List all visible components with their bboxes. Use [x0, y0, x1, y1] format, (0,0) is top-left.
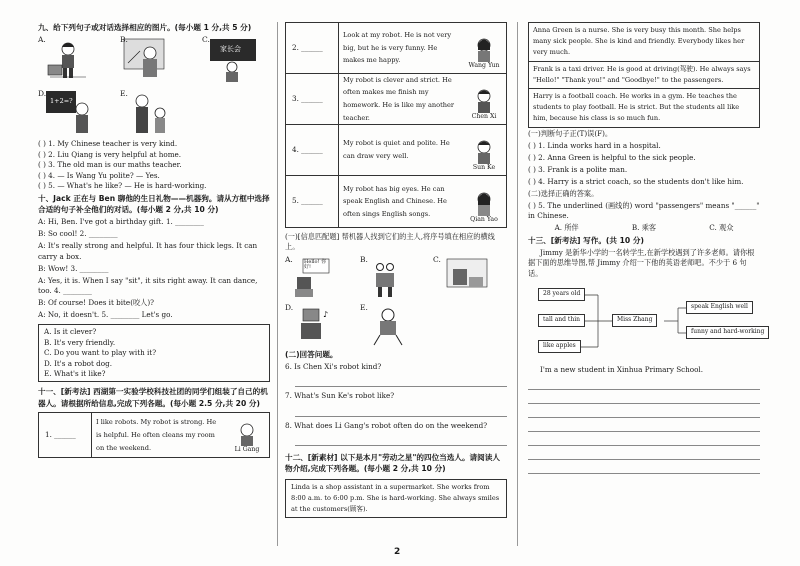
- q11-heading: 十一、[新考法] 西湖第一实验学校科技社团的同学们组装了自己的机器人。请根据所给信息,完成下列各题。(每小题 2.5 分,共 20 分): [38, 387, 268, 408]
- robot-d: D. ♪: [285, 303, 345, 347]
- picture-e: E.: [120, 89, 180, 137]
- q12-heading: 十二、[新素材] 以下是本月"劳动之星"的四位当选人。请阅读人物介绍,完成下列各题。(每小题 2 分,共 10 分): [285, 453, 500, 474]
- dialogue-line: A: No, it doesn't. 5. ________ Let's go.: [38, 309, 173, 319]
- q9-item: ( ) 2. Liu Qiang is very helpful at home.: [38, 149, 182, 159]
- teacher-robot-icon: [433, 255, 493, 299]
- q12-part2-heading: (二)选择正确的答案。: [528, 188, 599, 198]
- node-personality: funny and hard-working: [686, 326, 769, 339]
- robot-row: 5. ______ My robot has big eyes. He can speak English and Chinese. He often sings English songs. Qian Yao: [286, 176, 506, 227]
- tf-item: ( ) 4. Harry is a strict coach, so the students don't like him.: [528, 176, 744, 186]
- blackboard-icon: [202, 35, 262, 83]
- chen-xi-icon: [473, 87, 495, 113]
- passage-linda: Linda is a shop assistant in a supermarket. She works from 8:00 a.m. to 6:00 p.m. She is hard-working. She always smiles at the customers(顾客).: [285, 479, 507, 519]
- node-likes: like apples: [538, 340, 581, 353]
- robot-e: E.: [360, 303, 420, 347]
- man-and-child-icon: [120, 89, 180, 137]
- q11-part1-heading: (一)[信息匹配题] 帮机器人找到它们的主人,将序号填在相应的横线上。: [285, 232, 495, 252]
- robot-rows-box: [285, 22, 507, 228]
- q9-item: ( ) 4. — Is Wang Yu polite? — Yes.: [38, 170, 160, 180]
- qian-yao-icon: [473, 190, 495, 216]
- robot-c: C.: [433, 255, 493, 299]
- question-8: 8. What does Li Gang's robot often do on the weekend?: [285, 420, 488, 430]
- column-left: [38, 22, 270, 458]
- option-c: C. 观众: [709, 223, 734, 233]
- passage-anna: Anna Green is a nurse. She is very busy this month. She helps many sick people. She is kind and friendly. Everybody likes her very much.: [529, 23, 759, 62]
- option: B. It's very friendly.: [44, 337, 116, 347]
- robot-row: 2. ______ Look at my robot. He is not very big, but he is very funny. He makes me happy. Wang Yun: [286, 23, 506, 74]
- node-appearance: tall and thin: [538, 314, 585, 327]
- robot-row: 3. ______ My robot is clever and strict. He often makes me finish my homework. He is like my another teacher. Chen Xi: [286, 74, 506, 125]
- start-sentence: I'm a new student in Xinhua Primary School.: [540, 365, 704, 375]
- q10-dialogue: [38, 217, 270, 320]
- q9-item: ( ) 1. My Chinese teacher is very kind.: [38, 139, 178, 149]
- passages-box: [528, 22, 760, 128]
- picture-c: C. 家长会: [202, 35, 262, 83]
- dialogue-line: A: Yes, it is. When I say "sit", it sits right away. It can dance, too. 4. ________: [38, 275, 258, 295]
- picture-b: B.: [120, 35, 174, 83]
- answer-line[interactable]: [295, 376, 507, 387]
- answer-line[interactable]: [295, 406, 507, 417]
- q10-options-box: [38, 324, 270, 382]
- q11-part2-heading: (二)回答问题。: [285, 349, 338, 359]
- robot-row-1-box: [38, 412, 270, 458]
- q9-items: [38, 139, 270, 191]
- column-divider: [517, 22, 518, 546]
- passage-frank: Frank is a taxi driver. He is good at driving(驾驶). He always says "Hello!" "Thank you!" and "Goodbye!" to the passengers.: [529, 62, 759, 89]
- sun-ke-icon: [473, 138, 495, 164]
- dialogue-line: B: Wow! 3. ________: [38, 263, 109, 273]
- dialogue-line: A: It's really strong and helpful. It has four thick legs. It can carry a box.: [38, 241, 258, 261]
- column-divider: [277, 22, 278, 546]
- question-6: 6. Is Chen Xi's robot kind?: [285, 361, 382, 371]
- q9-pictures: [38, 33, 270, 139]
- svg-text:♪: ♪: [323, 309, 329, 319]
- robot-row: 4. ______ My robot is quiet and polite. He can draw very well. Sun Ke: [286, 125, 506, 176]
- picture-a: A.: [38, 35, 92, 83]
- option-b: B. 乘客: [631, 223, 657, 233]
- q9-item: ( ) 5. — What's he like? — He is hard-working.: [38, 181, 207, 191]
- dialogue-line: A: Hi, Ben. I've got a birthday gift. 1. ________: [38, 217, 204, 227]
- tf-item: ( ) 3. Frank is a polite man.: [528, 164, 628, 174]
- column-middle: [285, 22, 507, 522]
- mind-map: [528, 283, 765, 361]
- column-right: [528, 22, 765, 474]
- choice-options: [528, 223, 760, 233]
- q12-part1-heading: (一)判断句子正(T)误(F)。: [528, 129, 613, 139]
- option: D. It's a robot dog.: [44, 358, 113, 368]
- tf-item: ( ) 1. Linda works hard in a hospital.: [528, 141, 661, 151]
- singing-robot-icon: [285, 303, 345, 347]
- writing-lines[interactable]: [528, 376, 760, 474]
- robot-b: B.: [360, 255, 410, 299]
- answer-line[interactable]: [295, 435, 507, 446]
- picture-d: D. 1+2=?: [38, 89, 98, 137]
- old-teacher-icon: [120, 35, 174, 83]
- q9-heading: 九、给下列句子或对话选择相应的图片。(每小题 1 分,共 5 分): [38, 23, 252, 32]
- dialogue-line: B: Of course! Does it bite(咬人)?: [38, 297, 155, 307]
- q10-heading: 十、Jack 正在与 Ben 聊他的生日礼物——机器狗。请从方框中选择合适的句子补全他们的对话。(每小题 2 分,共 10 分): [38, 194, 270, 215]
- li-gang-icon: [236, 422, 258, 446]
- robot-row: 1. ______ I like robots. My robot is strong. He is helpful. He often cleans my room on the weekend. Li Gang: [39, 413, 269, 457]
- dialogue-line: B: So cool! 2. ________: [38, 229, 118, 239]
- boy-sweeping-icon: [38, 35, 92, 83]
- q13-prompt: Jimmy 是新华小学的一名转学生,在新学校遇到了许多老师。请你根据下面的思维导图,帮 Jimmy 介绍一下他的英语老师吧。不少于 6 句话。: [528, 247, 755, 278]
- node-age: 28 years old: [538, 288, 585, 301]
- option: E. What's it like?: [44, 369, 106, 379]
- node-center: Miss Zhang: [612, 314, 657, 327]
- q13-heading: 十三、[新考法] 写作。(共 10 分): [528, 236, 644, 246]
- tf-item: ( ) 2. Anna Green is helpful to the sick people.: [528, 153, 696, 162]
- robot-a: A. Hello! 你好!: [285, 255, 345, 299]
- drawing-robot-icon: [360, 303, 420, 347]
- question-7: 7. What's Sun Ke's robot like?: [285, 391, 395, 401]
- choice-question: ( ) 5. The underlined (画线的) word "passengers" means "______" in Chinese.: [528, 200, 760, 221]
- node-ability: speak English well: [686, 301, 753, 314]
- option-a: A. 所伴: [554, 223, 579, 233]
- page-number: 2: [394, 547, 401, 557]
- option: A. Is it clever?: [44, 327, 97, 337]
- option: C. Do you want to play with it?: [44, 348, 157, 358]
- q9-item: ( ) 3. The old man is our maths teacher.: [38, 160, 182, 170]
- passage-harry: Harry is a football coach. He works in a gym. He teaches the students to play football. He is strict. But the students all like him, because his class is so much fun.: [533, 92, 740, 123]
- wang-yun-icon: [473, 36, 495, 62]
- robot-pictures: [285, 253, 507, 349]
